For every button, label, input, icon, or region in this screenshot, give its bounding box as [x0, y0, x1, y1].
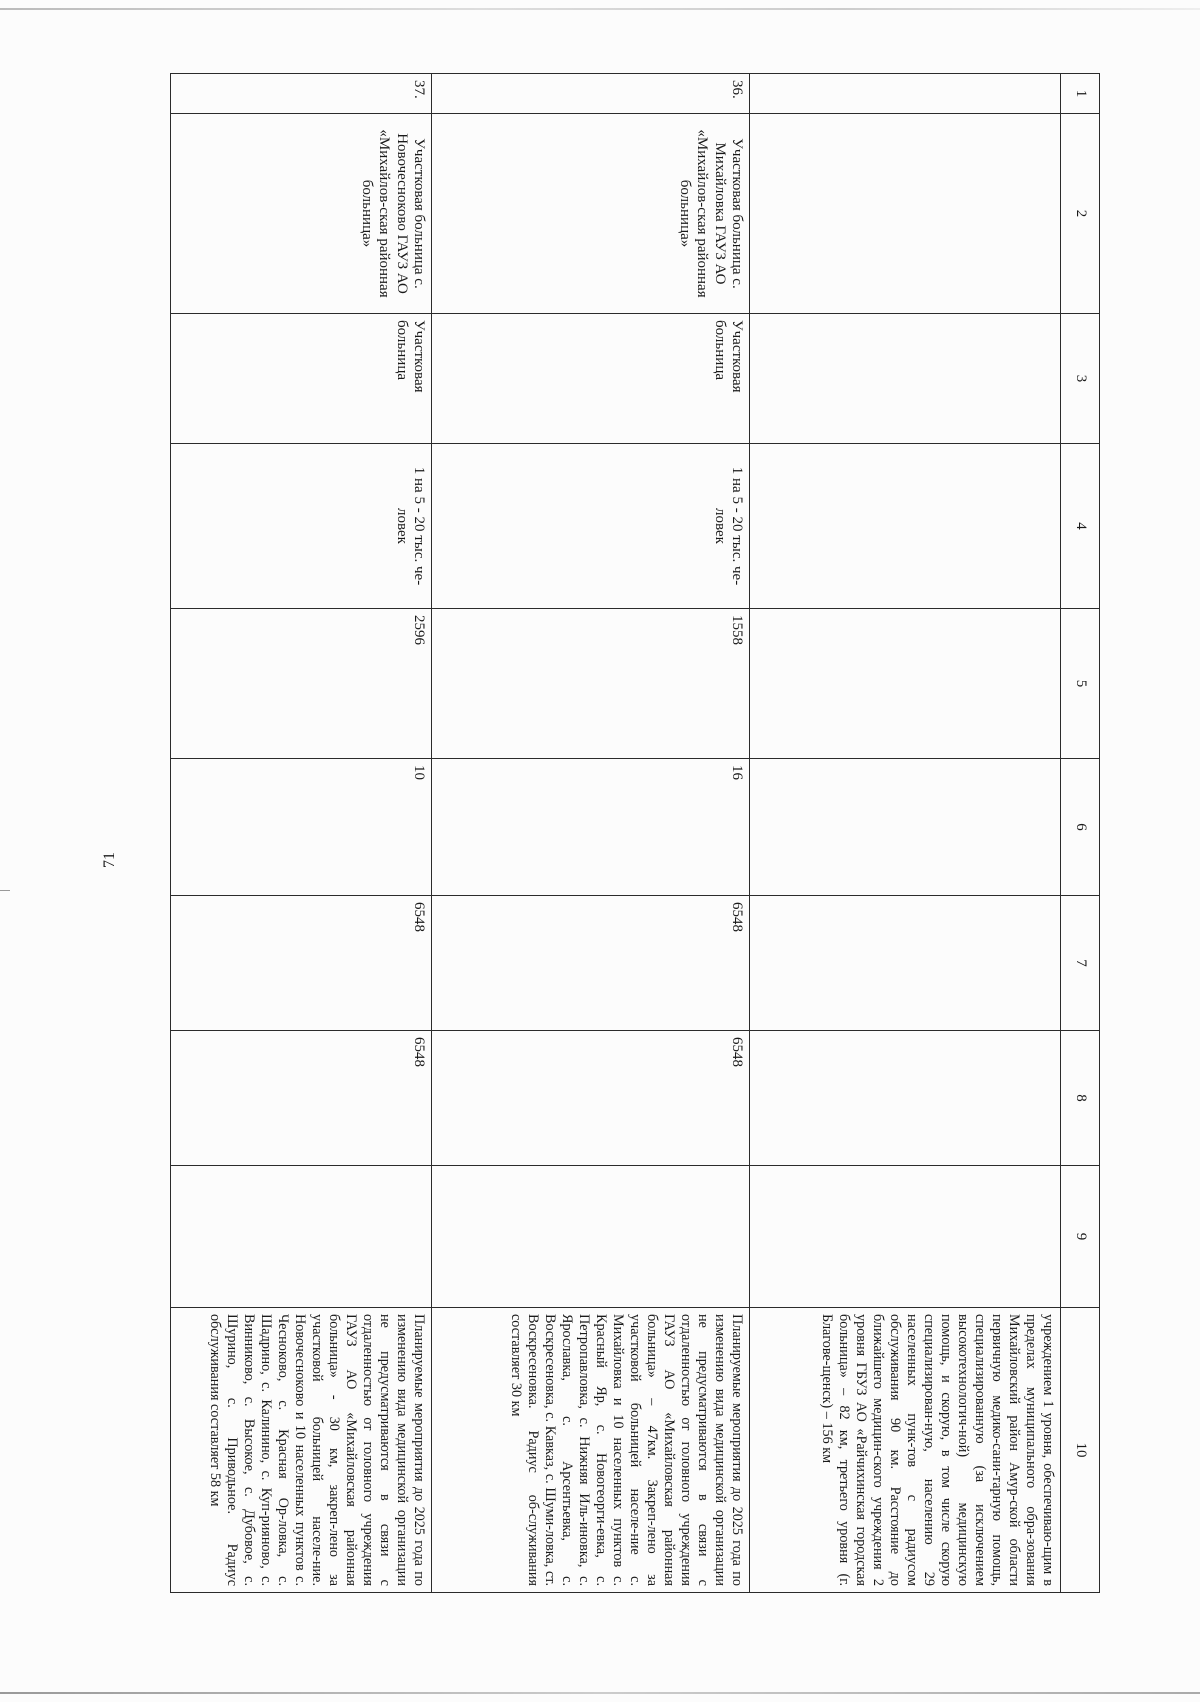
column-header: 5 [1073, 679, 1090, 688]
table-cell [750, 114, 1060, 313]
column-8 [170, 1030, 1100, 1165]
column-header: 3 [1073, 374, 1090, 383]
table-cell [750, 759, 1060, 895]
table-cell [750, 609, 1060, 758]
column-7 [170, 895, 1100, 1030]
table-cell: 6548 [729, 1037, 745, 1067]
table-cell: 1558 [729, 615, 745, 645]
column-5 [170, 608, 1100, 758]
description-cell: учреждением 1 уровня, обеспечиваю-щим в пределах муниципального обра-зования Михайловский район Амур-ской области первичную медико-сани-тарную помощь, специализированную (за исключением высокотехнологич-ной) медицинскую помощь, и скорую, в том числе скорую специализирован-ную, населению 29 населенных пунк-тов с радиусом обслуживания 90 км. Расстояние до ближайшего медицин-ского учреждения 2 уровня ГБУЗ АО «Райчихинская городская больница» – 82 км, третьего уровня (г. Благове-щенск) – 156 км [818, 1314, 1056, 1586]
column-header: 1 [1073, 89, 1090, 98]
table-cell [750, 1166, 1060, 1307]
description-cell: Планируемые мероприятия до 2025 года по изменению вида медицинской организации не предусматриваются в связи с отдаленностью от головного учреждения ГАУЗ АО «Михайловская районная больница» – 47км. Закреп-лено за участковой больницей населе-ние с. Михайловка и 10 населенных пунктов с. Красный Яр, с. Новогеорги-евка, с. Петропавловка, с. Нижняя Иль-иновка, с. Ярославка, с. Арсентьевка, с. Воскресеновка, с. Кавказ, с. Шуми-ловка, ст. Воскресеновка. Радиус об-служивания составляет 30 км [507, 1314, 745, 1586]
facility-name: Участковая больница с. Михайловка ГАУЗ АО «Михайлов-ская районная больница» [677, 129, 745, 298]
table-cell [750, 74, 1060, 113]
column-10 [170, 1307, 1100, 1593]
table-cell: 2596 [411, 615, 427, 645]
facility-name: Участковая больница с. Новочесноково ГАУЗ АО «Михайлов-ская районная больница» [359, 129, 427, 298]
table-cell: 6548 [411, 1037, 427, 1067]
row-number: 37. [411, 80, 427, 99]
column-2 [170, 113, 1100, 313]
table-cell [750, 896, 1060, 1030]
column-header: 9 [1073, 1232, 1090, 1241]
table-cell: 10 [411, 765, 427, 780]
row-number: 36. [729, 80, 745, 99]
table-cell: 16 [729, 765, 745, 780]
rotated-table [170, 73, 1100, 1593]
column-1 [170, 73, 1100, 113]
service-norm: 1 на 5 - 20 тыс. че-ловек [711, 466, 745, 586]
table-cell [432, 1166, 749, 1307]
column-header: 8 [1073, 1094, 1090, 1102]
table-cell [750, 444, 1060, 608]
scan-mark [0, 890, 10, 891]
scan-edge-top [0, 8, 1200, 10]
table-cell [750, 1031, 1060, 1165]
column-6 [170, 758, 1100, 895]
column-header: 2 [1073, 209, 1090, 218]
facility-type: Участковая больница [711, 320, 745, 393]
column-header: 6 [1073, 823, 1090, 831]
facility-type: Участковая больница [393, 320, 427, 393]
table-cell [750, 314, 1060, 443]
column-header: 10 [1073, 1442, 1090, 1458]
scan-edge-bottom [0, 1692, 1200, 1694]
column-3 [170, 313, 1100, 443]
column-header: 7 [1073, 959, 1090, 967]
table-cell [170, 1166, 431, 1307]
table-cell: 6548 [411, 902, 427, 932]
column-9 [170, 1165, 1100, 1307]
description-cell: Планируемые мероприятия до 2025 года по изменению вида медицинской организации не предусматриваются в связи с отдаленностью от головного учреждения ГАУЗ АО «Михайловская районная больница» - 30 км, закреп-лено за участковой больницей населе-ние. Новочесноково и 10 населенных пунктов с. Чесноково, с. Красная Ор-ловка, с. Шадрино, с. Калинино, с. Куп-рияново, с. Винниково, с. Высокое, с. Дубовое, с. Шурино, с. Приводьное. Радиус обслуживания составляет 58 км [206, 1314, 427, 1586]
page-number: 71 [101, 852, 118, 868]
table-cell: 6548 [729, 902, 745, 932]
service-norm: 1 на 5 - 20 тыс. че-ловек [393, 466, 427, 586]
column-4 [170, 443, 1100, 608]
column-header: 4 [1073, 522, 1090, 530]
